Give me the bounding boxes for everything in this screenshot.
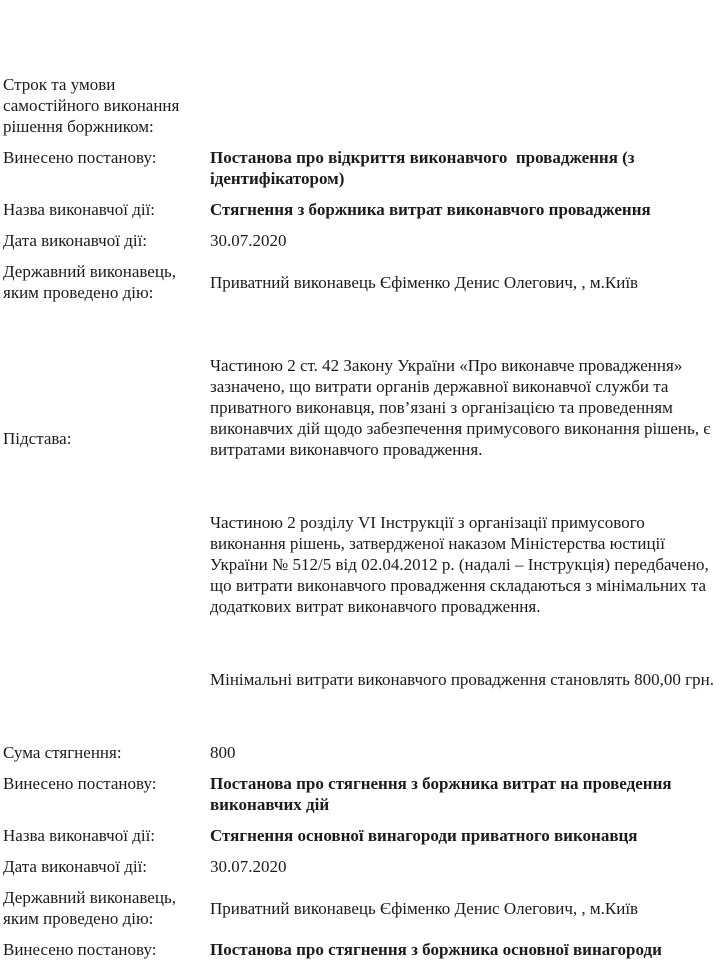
- field-row-action-date: [3, 856, 718, 877]
- field-row-collection-amount: [3, 742, 718, 763]
- field-row-executor: [3, 887, 718, 929]
- field-value: 30.07.2020: [210, 231, 287, 250]
- field-label: Строк та умови самостійного виконання рішення боржником:: [3, 75, 184, 136]
- field-label: Назва виконавчої дії:: [3, 200, 156, 219]
- field-row-legal-basis: [3, 313, 718, 732]
- field-value: Постанова про відкриття виконавчого провадження (з ідентифікатором): [210, 148, 639, 188]
- field-label: Державний виконавець, яким проведено дію:: [3, 888, 181, 928]
- field-label: Підстава:: [3, 429, 72, 448]
- field-label: Сума стягнення:: [3, 743, 122, 762]
- field-value: Постанова про стягнення з боржника витрат на проведення виконавчих дій: [210, 774, 676, 814]
- field-value: [210, 313, 718, 732]
- field-value: Стягнення з боржника витрат виконавчого провадження: [210, 200, 651, 219]
- field-value: 30.07.2020: [210, 857, 287, 876]
- field-row-action-date: [3, 230, 718, 251]
- field-row-action-name: [3, 199, 718, 220]
- field-row-self-execution-terms: [3, 74, 718, 137]
- legal-paragraph: Частиною 2 ст. 42 Закону України «Про виконавче провадження» зазначено, що витрати органів державної виконавчої служби та приватного виконавця, пов’язані з організацією та проведенням виконавчих дій щодо забезпечення примусового виконання рішень, є витратами виконавчого провадження.: [210, 356, 715, 459]
- field-value: Стягнення основної винагороди приватного виконавця: [210, 826, 638, 845]
- field-row-executor: [3, 261, 718, 303]
- field-label: Винесено постанову:: [3, 148, 157, 167]
- field-label: Назва виконавчої дії:: [3, 826, 156, 845]
- field-row-action-name: [3, 825, 718, 846]
- field-value: Приватний виконавець Єфіменко Денис Олегович, , м.Київ: [210, 272, 639, 292]
- field-label: Дата виконавчої дії:: [3, 857, 148, 876]
- legal-paragraph: Мінімальні витрати виконавчого провадження становлять 800,00 грн.: [210, 670, 714, 689]
- field-label: Винесено постанову:: [3, 774, 157, 793]
- field-row-resolution-issued: [3, 147, 718, 189]
- field-value: Приватний виконавець Єфіменко Денис Олегович, , м.Київ: [210, 898, 639, 918]
- field-value: Постанова про стягнення з боржника основної винагороди: [210, 940, 662, 959]
- field-label: Винесено постанову:: [3, 940, 157, 959]
- field-row-resolution-issued: [3, 773, 718, 815]
- field-row-resolution-issued: [3, 939, 718, 960]
- field-label: Дата виконавчої дії:: [3, 231, 148, 250]
- field-value: 800: [210, 743, 236, 762]
- legal-paragraph: Частиною 2 розділу VI Інструкції з організації примусового виконання рішень, затвердженої наказом Міністерства юстиції України № 512/5 від 02.04.2012 р. (надалі – Інструкція) передбачено, що витрати виконавчого провадження складаються з мінімальних та додаткових витрат виконавчого провадження.: [210, 513, 714, 616]
- field-label: Державний виконавець, яким проведено дію:: [3, 262, 181, 302]
